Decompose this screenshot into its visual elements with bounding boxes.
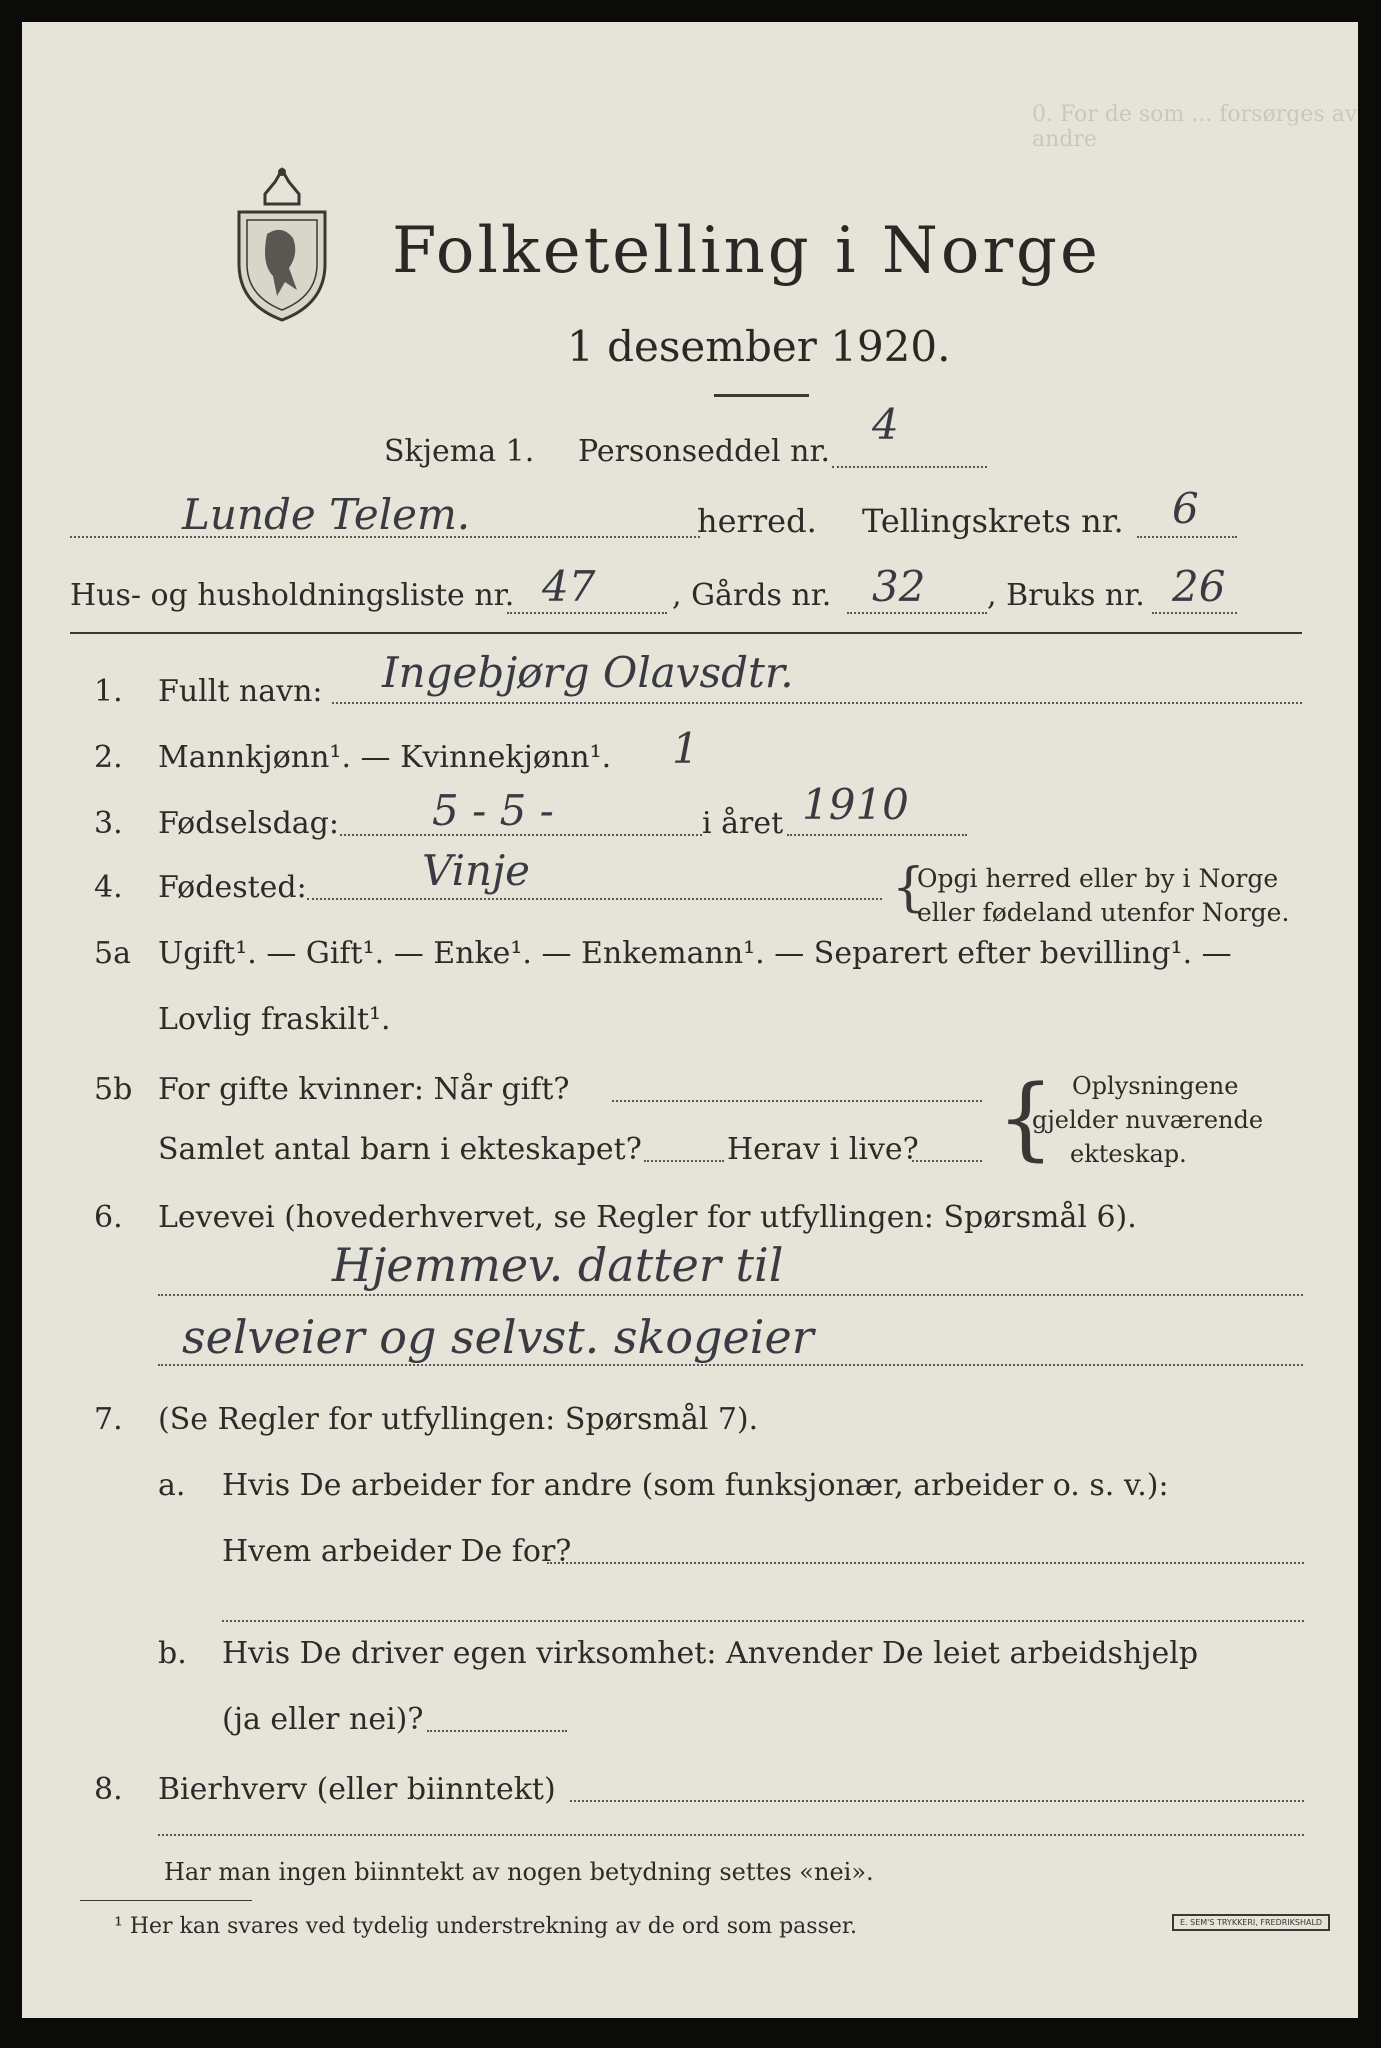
gards-value: 32: [872, 562, 926, 611]
q2-label: Mannkjønn¹. — Kvinnekjønn¹.: [158, 740, 612, 775]
q8-label: Bierhverv (eller biinntekt): [158, 1772, 556, 1807]
coat-of-arms-icon: [227, 164, 337, 324]
printer-stamp: E. SEM'S TRYKKERI, FREDRIKSHALD: [1172, 1914, 1330, 1931]
bruks-label: , Bruks nr.: [987, 578, 1145, 613]
footnote-rule: [80, 1900, 252, 1901]
q7b-line2: (ja eller nei)?: [222, 1702, 424, 1737]
q8-number: 8.: [94, 1772, 123, 1807]
form-date: 1 desember 1920.: [567, 322, 951, 371]
skjema-label: Skjema 1.: [384, 434, 535, 469]
hus-value: 47: [542, 562, 596, 611]
personseddel-value: 4: [872, 400, 899, 449]
q6-label: Levevei (hovederhvervet, se Regler for utfyllingen: Spørsmål 6).: [158, 1200, 1137, 1235]
q4-label: Fødested:: [158, 870, 307, 905]
hus-label: Hus- og husholdningsliste nr.: [70, 578, 515, 613]
footnote: ¹ Her kan svares ved tydelig understrekning av de ord som passer.: [114, 1914, 857, 1939]
q5a-line2: Lovlig fraskilt¹.: [158, 1002, 391, 1037]
herred-label: herred.: [697, 502, 817, 540]
q6-number: 6.: [94, 1200, 123, 1235]
bleed-through: 0. For de som ... forsørges av andre: [1032, 102, 1358, 152]
q5a-line1: Ugift¹. — Gift¹. — Enke¹. — Enkemann¹. — Separert efter bevilling¹. —: [158, 936, 1232, 971]
tellingskrets-value: 6: [1172, 484, 1199, 533]
q1-value: Ingebjørg Olavsdtr.: [382, 648, 794, 697]
tellingskrets-label: Tellingskrets nr.: [862, 502, 1124, 540]
q1-label: Fullt navn:: [158, 674, 323, 709]
herred-value: Lunde Telem.: [182, 490, 471, 539]
q5a-number: 5a: [94, 936, 131, 971]
census-form: [22, 22, 1358, 2018]
form-title: Folketelling i Norge: [392, 214, 1101, 288]
gards-label: , Gårds nr.: [672, 578, 832, 613]
q7a-number: a.: [158, 1468, 186, 1503]
q5b-note-line1: Oplysningene: [1072, 1072, 1239, 1100]
q5b-line2b: Herav i live?: [727, 1132, 919, 1167]
q3-year-label: i året: [702, 806, 784, 841]
q7-label: (Se Regler for utfyllingen: Spørsmål 7).: [158, 1402, 759, 1437]
q5b-note-line2: gjelder nuværende: [1032, 1106, 1264, 1134]
q4-value: Vinje: [422, 846, 530, 895]
q7a-line1: Hvis De arbeider for andre (som funksjonær, arbeider o. s. v.):: [222, 1468, 1169, 1503]
q2-value: 1: [672, 724, 699, 773]
title-divider: [714, 394, 809, 397]
q5b-note-line3: ekteskap.: [1070, 1140, 1187, 1168]
q3-number: 3.: [94, 806, 123, 841]
q5b-number: 5b: [94, 1072, 133, 1107]
q4-note-line2: eller fødeland utenfor Norge.: [917, 898, 1290, 927]
q7-number: 7.: [94, 1402, 123, 1437]
header-rule: [70, 632, 1302, 634]
q2-number: 2.: [94, 740, 123, 775]
q4-bracket: {: [892, 858, 926, 918]
note: Har man ingen biinntekt av nogen betydning settes «nei».: [164, 1858, 874, 1886]
q6-value-line1: Hjemmev. datter til: [332, 1238, 784, 1292]
q1-number: 1.: [94, 674, 123, 709]
q5b-line1: For gifte kvinner: Når gift?: [158, 1072, 570, 1107]
q7b-number: b.: [158, 1636, 187, 1671]
bruks-value: 26: [1172, 562, 1226, 611]
q7b-line1: Hvis De driver egen virksomhet: Anvender De leiet arbeidshjelp: [222, 1636, 1199, 1671]
q4-note-line1: Opgi herred eller by i Norge: [917, 864, 1279, 893]
q6-value-line2: selveier og selvst. skogeier: [182, 1310, 814, 1364]
q7a-line2: Hvem arbeider De for?: [222, 1534, 572, 1569]
q3-value: 5 - 5 -: [432, 786, 554, 835]
personseddel-label: Personseddel nr.: [578, 434, 831, 469]
q5b-line2: Samlet antal barn i ekteskapet?: [158, 1132, 642, 1167]
q3-label: Fødselsdag:: [158, 806, 339, 841]
q3-year-value: 1910: [802, 780, 909, 829]
q4-number: 4.: [94, 870, 123, 905]
q5b-bracket: {: [997, 1066, 1055, 1171]
